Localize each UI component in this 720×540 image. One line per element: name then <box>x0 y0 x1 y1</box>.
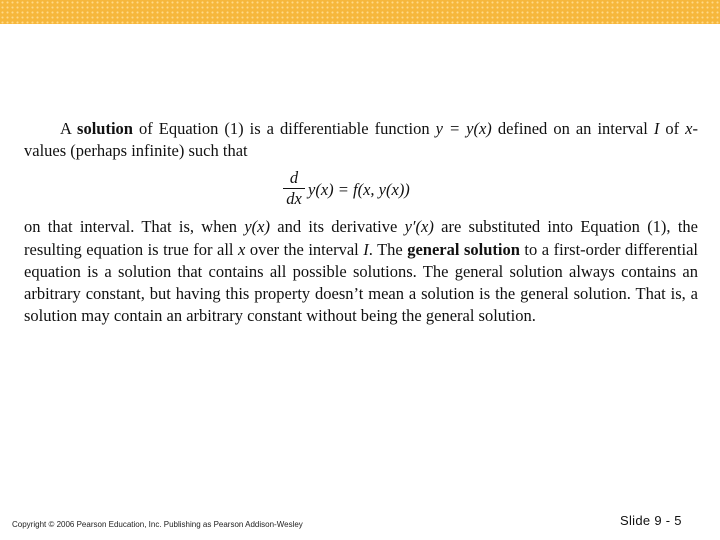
text: and its derivative <box>270 217 405 237</box>
inline-math: y(x) <box>244 217 270 237</box>
inline-math: I <box>363 239 369 259</box>
copyright-notice: Copyright © 2006 Pearson Education, Inc. Publishing as Pearson Addison-Wesley <box>12 520 303 529</box>
slide-body <box>24 118 698 327</box>
definition-paragraph <box>24 118 698 162</box>
equation-body: y(x) = f(x, y(x)) <box>308 180 410 200</box>
inline-math: I <box>653 119 660 138</box>
text: of <box>659 119 686 138</box>
slide-number: Slide 9 - 5 <box>620 513 682 528</box>
text: over the interval <box>245 239 364 259</box>
text: A <box>60 119 78 138</box>
text: to a first-order differential equation is a solution that contains all possible solutions. The general solution always contains an arbitrary constant, but having this property doesn’t mean a solution is the general solution. That is, a solution may contain an arbitrary constant without being the general solution. <box>24 239 698 326</box>
inline-math: x <box>685 119 693 138</box>
text: of Equation (1) is a differentiable function <box>132 119 436 138</box>
term-general-solution: general solution <box>407 239 520 259</box>
text: defined on an interval <box>491 119 654 138</box>
text: -values (perhaps infinite) such that <box>24 119 698 161</box>
fraction-denominator: dx <box>286 189 302 209</box>
text: on that interval. That is, when <box>24 217 245 237</box>
inline-math: x <box>238 239 246 259</box>
term-solution: solution <box>77 119 133 138</box>
top-decorative-band <box>0 0 720 24</box>
text: . The <box>368 239 408 259</box>
inline-math: y′(x) <box>404 217 434 237</box>
text: are substituted into Equation (1), the resulting equation is true for all <box>24 217 699 259</box>
inline-math: y = y(x) <box>435 119 492 138</box>
fraction-numerator: d <box>289 168 299 188</box>
explanation-paragraph <box>24 216 698 327</box>
display-equation <box>24 168 698 212</box>
derivative-fraction <box>282 168 306 209</box>
